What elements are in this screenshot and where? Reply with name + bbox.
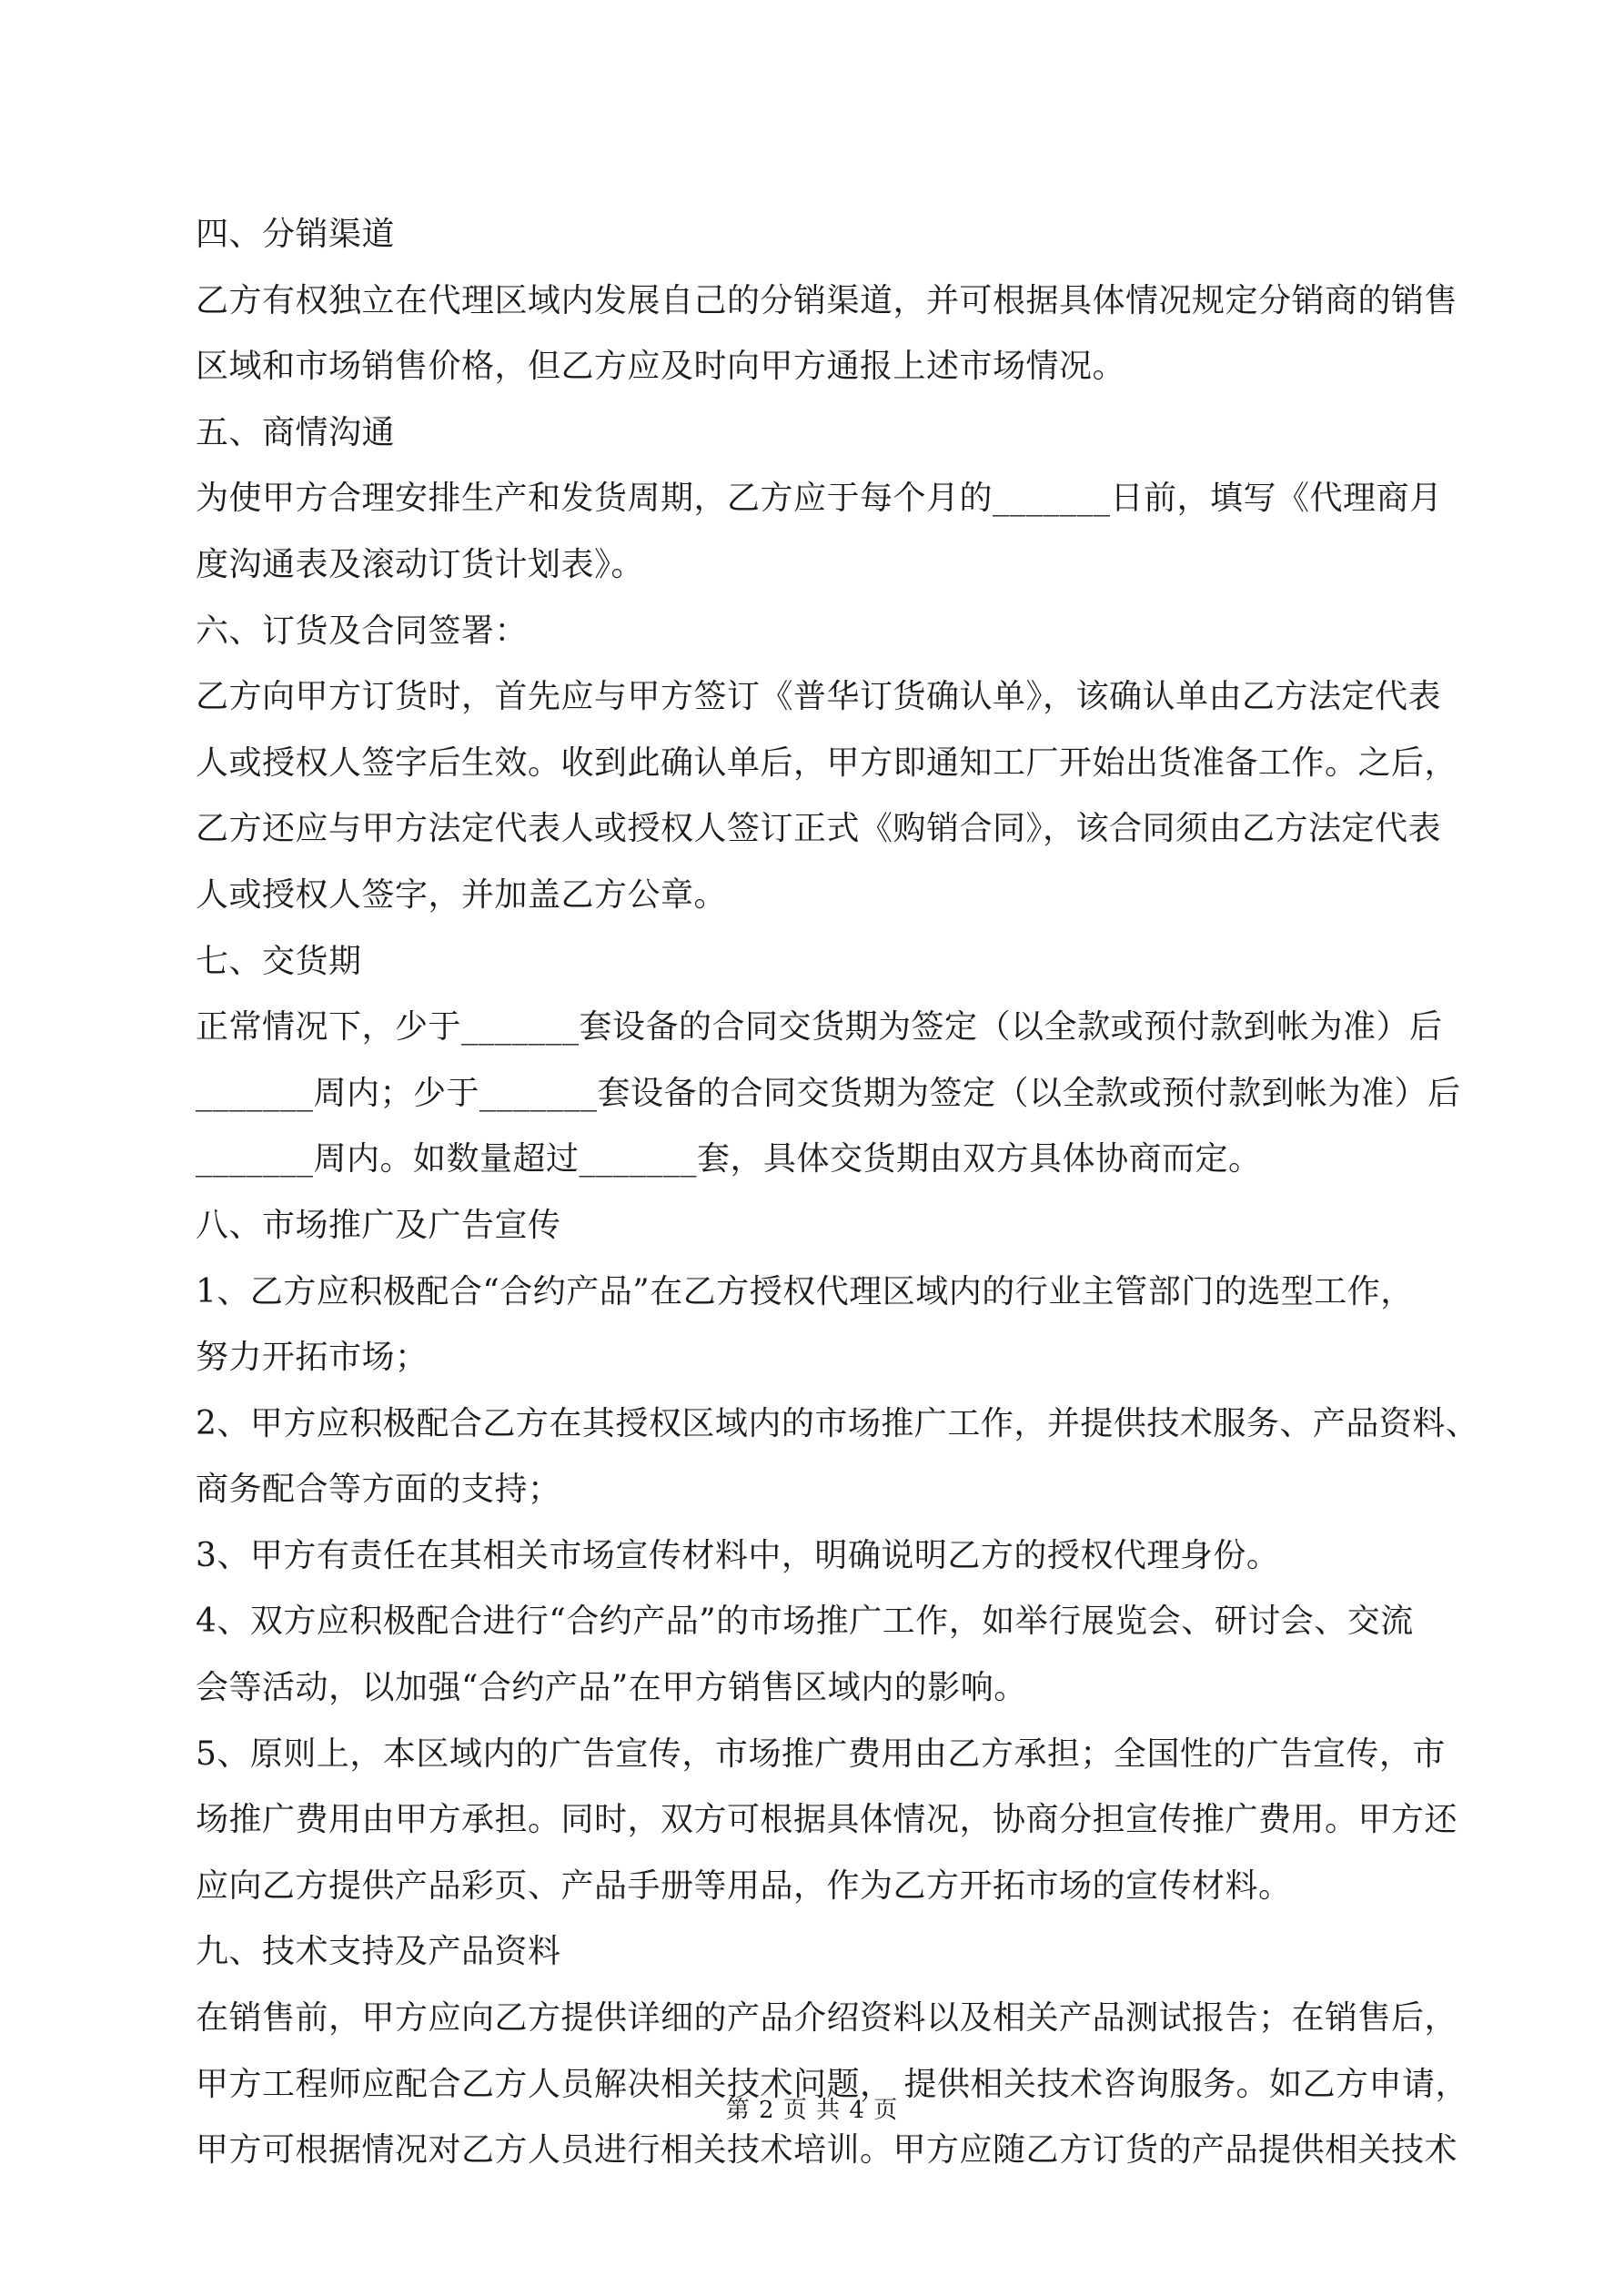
paragraph-line: 为使甲方合理安排生产和发货周期，乙方应于每个月的_______日前，填写《代理商月	[196, 480, 1443, 518]
section-heading: 八、市场推广及广告宣传	[196, 1206, 561, 1244]
paragraph-line: _______周内。如数量超过_______套，具体交货期由双方具体协商而定。	[196, 1140, 1262, 1178]
paragraph-line: 乙方向甲方订货时，首先应与甲方签订《普华订货确认单》，该确认单由乙方法定代表	[196, 678, 1442, 716]
page-number-footer: 第 2 页 共 4 页	[725, 2097, 899, 2124]
paragraph-line: 商务配合等方面的支持；	[196, 1471, 561, 1509]
paragraph-line: 4、双方应积极配合进行“合约产品”的市场推广工作，如举行展览会、研讨会、交流	[196, 1603, 1414, 1641]
paragraph-line: 应向乙方提供产品彩页、产品手册等用品，作为乙方开拓市场的宣传材料。	[196, 1866, 1292, 1905]
section-heading: 五、商情沟通	[196, 413, 396, 451]
paragraph-line: 人或授权人签字后生效。收到此确认单后，甲方即通知工厂开始出货准备工作。之后，	[196, 743, 1458, 782]
paragraph-line: 甲方工程师应配合乙方人员解决相关技术问题， 提供相关技术咨询服务。如乙方申请，	[196, 2065, 1468, 2103]
paragraph-line: 5、原则上，本区域内的广告宣传，市场推广费用由乙方承担；全国性的广告宣传，市	[196, 1735, 1446, 1773]
paragraph-line: 正常情况下，少于_______套设备的合同交货期为签定（以全款或预付款到帐为准）后	[196, 1008, 1443, 1047]
section-heading: 九、技术支持及产品资料	[196, 1933, 561, 1971]
paragraph-line: 甲方可根据情况对乙方人员进行相关技术培训。甲方应随乙方订货的产品提供相关技术	[196, 2131, 1458, 2170]
paragraph-line: 度沟通表及滚动订货计划表》。	[196, 545, 645, 583]
section-heading: 四、分销渠道	[196, 216, 396, 253]
paragraph-line: 区域和市场销售价格，但乙方应及时向甲方通报上述市场情况。	[196, 348, 1126, 386]
section-heading: 七、交货期	[196, 942, 362, 980]
section-heading: 六、订货及合同签署：	[196, 612, 529, 650]
paragraph-line: 场推广费用由甲方承担。同时，双方可根据具体情况，协商分担宣传推广费用。甲方还	[196, 1801, 1458, 1839]
paragraph-line: 在销售前，甲方应向乙方提供详细的产品介绍资料以及相关产品测试报告；在销售后，	[196, 1999, 1458, 2038]
paragraph-line: 1、乙方应积极配合“合约产品”在乙方授权代理区域内的行业主管部门的选型工作，	[196, 1272, 1414, 1310]
paragraph-line: 会等活动，以加强“合约产品”在甲方销售区域内的影响。	[196, 1669, 1027, 1707]
paragraph-line: 人或授权人签字，并加盖乙方公章。	[196, 875, 728, 914]
paragraph-line: _______周内；少于_______套设备的合同交货期为签定（以全款或预付款到帐为准）后	[196, 1074, 1461, 1112]
paragraph-line: 乙方有权独立在代理区域内发展自己的分销渠道，并可根据具体情况规定分销商的销售	[196, 281, 1458, 319]
paragraph-line: 乙方还应与甲方法定代表人或授权人签订正式《购销合同》，该合同须由乙方法定代表	[196, 810, 1442, 848]
paragraph-line: 3、甲方有责任在其相关市场宣传材料中，明确说明乙方的授权代理身份。	[196, 1536, 1280, 1574]
paragraph-line: 2、甲方应积极配合乙方在其授权区域内的市场推广工作，并提供技术服务、产品资料、	[196, 1404, 1479, 1442]
document-body	[196, 202, 1479, 2184]
paragraph-line: 努力开拓市场；	[196, 1339, 429, 1377]
